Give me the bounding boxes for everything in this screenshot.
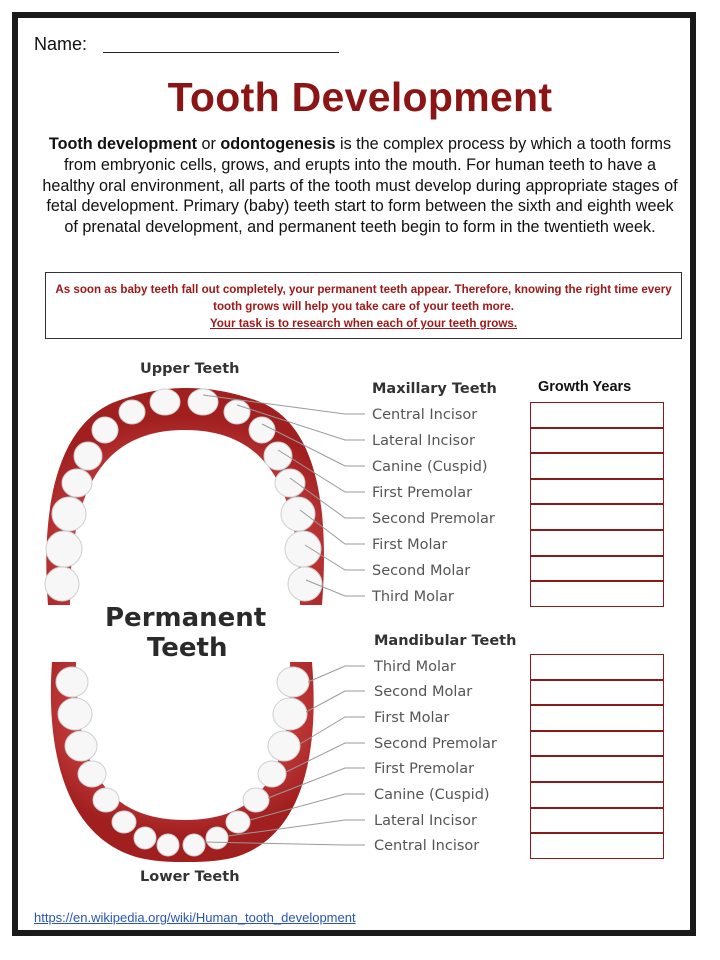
mandibular-header: Mandibular Teeth (374, 633, 517, 649)
growth-years-header: Growth Years (538, 379, 632, 395)
maxillary-growth-input[interactable] (530, 453, 664, 479)
intro-body: is the complex process by which a tooth forms from embryonic cells, grows, and erupts into the mouth. For human teeth to have a healthy oral environment, all parts of the tooth must develop during appropriate stages of fetal development. Primary (baby) teeth start to form between the sixth and eighth week of prenatal development, and permanent teeth begin to form in the twentieth week. (42, 135, 678, 237)
center-label-line2: Teeth (147, 633, 228, 663)
mandibular-label: Canine (Cuspid) (374, 787, 490, 803)
mandibular-label: Second Molar (374, 684, 473, 700)
mandibular-growth-input[interactable] (530, 705, 664, 731)
mandibular-label: First Premolar (374, 761, 475, 777)
intro-connector: or (196, 135, 221, 153)
maxillary-header: Maxillary Teeth (372, 381, 497, 397)
maxillary-label: Lateral Incisor (372, 433, 475, 449)
intro-term-2: odontogenesis (220, 135, 336, 153)
maxillary-growth-input[interactable] (530, 479, 664, 505)
maxillary-growth-input[interactable] (530, 504, 664, 530)
maxillary-growth-input[interactable] (530, 402, 664, 428)
mandibular-label: First Molar (374, 710, 450, 726)
maxillary-label: Third Molar (372, 589, 454, 605)
maxillary-label: Canine (Cuspid) (372, 459, 488, 475)
maxillary-labels (371, 407, 495, 605)
maxillary-label: First Molar (372, 537, 448, 553)
mandibular-growth-input[interactable] (530, 833, 664, 859)
maxillary-growth-input[interactable] (530, 556, 664, 582)
maxillary-growth-input[interactable] (530, 581, 664, 607)
task-text: Your task is to research when each of your teeth grows. (209, 316, 518, 330)
mandibular-growth-input[interactable] (530, 654, 664, 680)
maxillary-label: Second Molar (372, 563, 471, 579)
maxillary-label: Central Incisor (372, 407, 478, 423)
mandibular-label: Second Premolar (374, 736, 497, 752)
mandibular-label: Lateral Incisor (374, 813, 477, 829)
center-label-line1: Permanent (105, 603, 267, 633)
mandibular-label: Third Molar (374, 659, 456, 675)
mandibular-labels (373, 659, 497, 854)
lower-teeth-label: Lower Teeth (140, 869, 240, 885)
notice-text: As soon as baby teeth fall out completely, your permanent teeth appear. Therefore, knowing the right time every tooth grows will help you take care of your teeth more. (55, 283, 672, 313)
page-title: Tooth Development (167, 74, 553, 120)
name-label: Name: (34, 34, 88, 54)
maxillary-growth-input[interactable] (530, 428, 664, 454)
mandibular-growth-input[interactable] (530, 782, 664, 808)
upper-teeth-label: Upper Teeth (140, 361, 240, 377)
maxillary-label: First Premolar (372, 485, 473, 501)
mandibular-label: Central Incisor (374, 838, 480, 854)
mandibular-growth-input[interactable] (530, 756, 664, 782)
maxillary-label: Second Premolar (372, 511, 495, 527)
mandibular-growth-input[interactable] (530, 680, 664, 706)
upper-gum (46, 388, 324, 605)
intro-term-1: Tooth development (48, 135, 197, 153)
maxillary-growth-input[interactable] (530, 530, 664, 556)
mandibular-growth-input[interactable] (530, 731, 664, 757)
mandibular-growth-input[interactable] (530, 808, 664, 834)
source-link[interactable]: https://en.wikipedia.org/wiki/Human_tooth_development (34, 910, 356, 925)
